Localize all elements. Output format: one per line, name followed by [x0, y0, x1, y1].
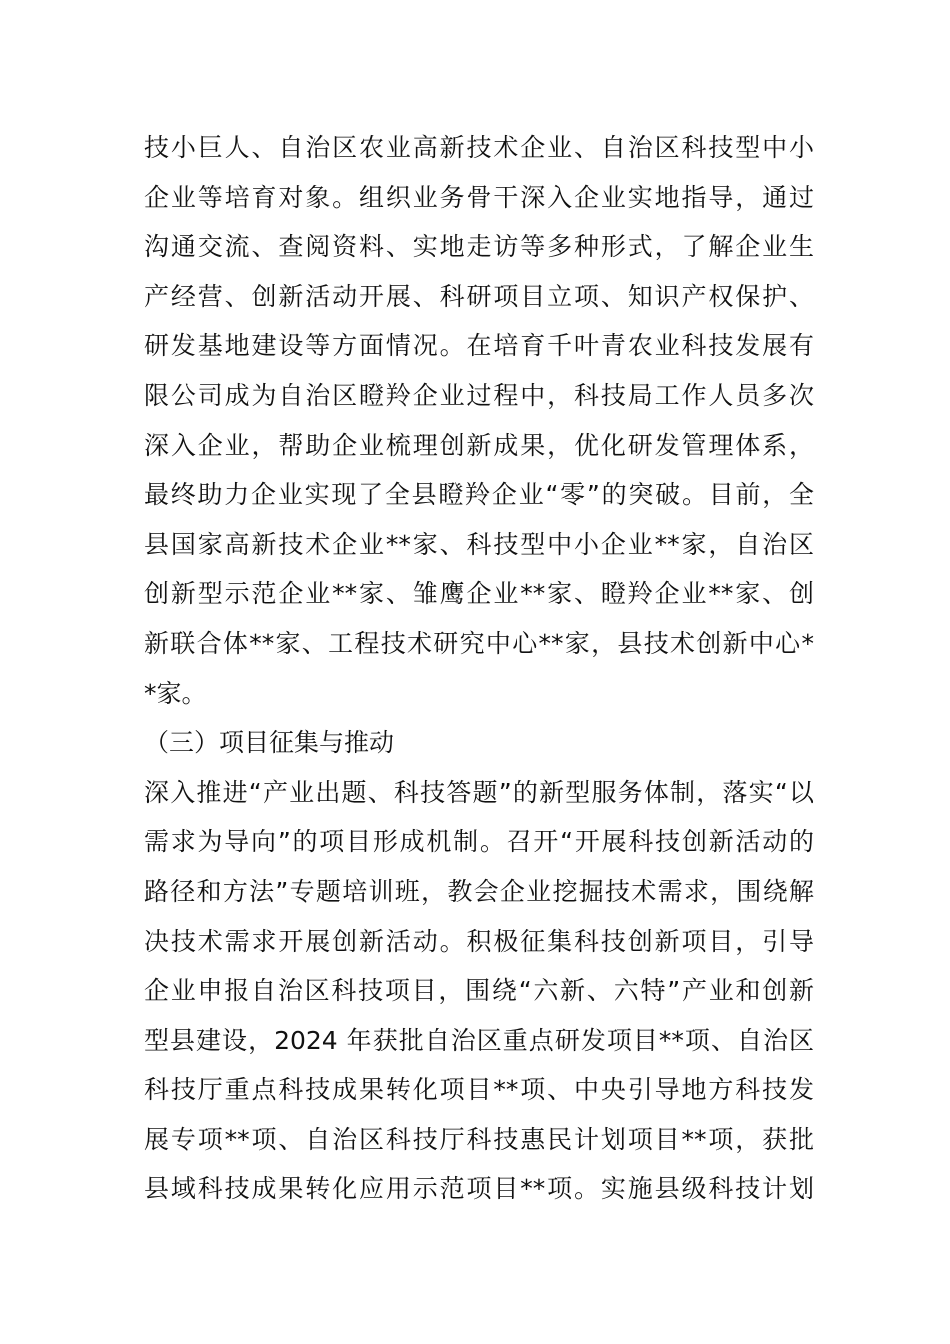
paragraph-2-line: 深入推进“产业出题、科技答题”的新型服务体制，落实“以 — [144, 777, 814, 807]
paragraph-1-line: 深入企业，帮助企业梳理创新成果，优化研发管理体系， — [144, 430, 814, 460]
paragraph-2-line: 需求为导向”的项目形成机制。召开“开展科技创新活动的 — [144, 827, 814, 857]
paragraph-2-line: 决技术需求开展创新活动。积极征集科技创新项目，引导 — [144, 926, 814, 956]
paragraph-1-line: 创新型示范企业**家、雏鹰企业**家、瞪羚企业**家、创 — [144, 579, 814, 609]
paragraph-1-line: 县国家高新技术企业**家、科技型中小企业**家，自治区 — [144, 529, 814, 559]
paragraph-1-line: 最终助力企业实现了全县瞪羚企业“零”的突破。目前，全 — [144, 480, 814, 510]
paragraph-1-line: 产经营、创新活动开展、科研项目立项、知识产权保护、 — [144, 281, 814, 311]
paragraph-1-line: 研发基地建设等方面情况。在培育千叶青农业科技发展有 — [144, 331, 814, 361]
section-heading: （三）项目征集与推动 — [144, 728, 395, 758]
paragraph-1-line: 技小巨人、自治区农业高新技术企业、自治区科技型中小 — [144, 133, 814, 162]
paragraph-2-line: 展专项**项、自治区科技厅科技惠民计划项目**项，获批 — [144, 1124, 814, 1154]
paragraph-1-line: *家。 — [144, 678, 207, 708]
body-text — [144, 123, 814, 1214]
paragraph-1-line: 企业等培育对象。组织业务骨干深入企业实地指导，通过 — [144, 182, 814, 212]
paragraph-1-line: 限公司成为自治区瞪羚企业过程中，科技局工作人员多次 — [144, 380, 814, 410]
paragraph-2-line: 县域科技成果转化应用示范项目**项。实施县级科技计划 — [144, 1174, 814, 1204]
paragraph-1-line: 新联合体**家、工程技术研究中心**家，县技术创新中心* — [144, 628, 814, 658]
paragraph-2-line: 型县建设，2024 年获批自治区重点研发项目**项、自治区 — [144, 1025, 814, 1055]
paragraph-2-line: 科技厅重点科技成果转化项目**项、中央引导地方科技发 — [144, 1075, 814, 1105]
paragraph-2-line: 路径和方法”专题培训班，教会企业挖掘技术需求，围绕解 — [144, 876, 814, 906]
paragraph-1-line: 沟通交流、查阅资料、实地走访等多种形式，了解企业生 — [144, 232, 814, 262]
paragraph-2-line: 企业申报自治区科技项目，围绕“六新、六特”产业和创新 — [144, 976, 814, 1006]
